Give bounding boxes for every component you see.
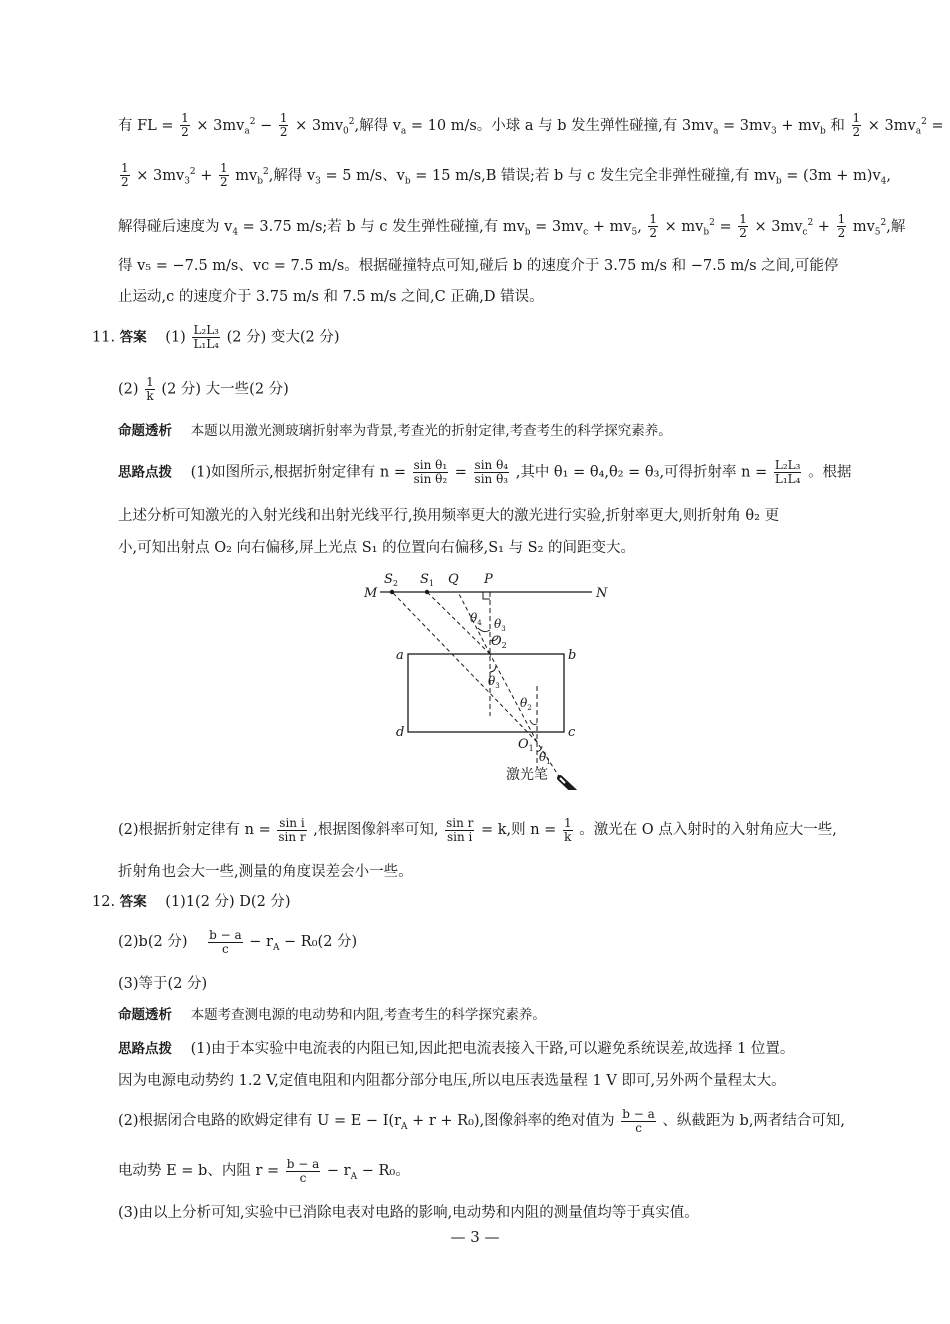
q10-line-5: 止运动,c 的速度介于 3.75 m/s 和 7.5 m/s 之间,C 正确,D 错误。 <box>118 289 544 305</box>
label-theta4: $\theta_4$ <box>470 611 482 627</box>
label-d: d <box>396 725 405 740</box>
label-theta1: $\theta_1$ <box>539 750 551 766</box>
angle-arc <box>530 720 537 725</box>
fraction: $\frac{b - a}{c}$ <box>622 1106 655 1135</box>
label-s2: $S_2$ <box>384 572 398 588</box>
q11-hint-line-1: 思路点拨 (1)如图所示,根据折射定律有 n = $\frac{\text{sin θ₁}}{\text{sin θ₂}}$ = $\frac{\text{sin θ₄}}{\text{sin θ₃}}$ ,其中 θ₁ = θ₄,θ₂ = θ₃,可得折射率 n = $\frac{\text{L₂L₃}}{\text{L₁L₄}}$ 。根据 <box>118 458 852 486</box>
hint-label: 思路点拨 <box>118 464 172 481</box>
page-number: — 3 — <box>450 1228 500 1246</box>
fraction: $\frac{b - a}{c}$ <box>209 927 242 956</box>
q10-line-1: 有 FL = $\frac{1}{2}$ × $3mv_a^2$ − $\frac{1}{2}$ × $3mv_0^2$,解得 $v_a = 10$ m/s。小球 a 与 b 发生弹性碰撞,有 $3mv_a = 3mv_3 + mv_b$ 和 $\frac{1}{2}$ × $3mv_a^2$ = <box>118 111 944 140</box>
label-laser-pen: 激光笔 <box>506 767 548 783</box>
q12-answer-3: (3)等于(2 分) <box>118 976 208 992</box>
label-theta3-top: $\theta_3$ <box>494 617 506 633</box>
intent-text: 本题以用激光测玻璃折射率为背景,考查光的折射定律,考查考生的科学探究素养。 <box>190 423 672 439</box>
fraction: $\frac{1}{k}$ <box>563 815 572 844</box>
q11-intent <box>118 418 858 444</box>
fraction: $\frac{\text{L₂L₃}}{\text{L₁L₄}}$ <box>193 323 219 351</box>
fraction: $\frac{\text{sin θ₁}}{\text{sin θ₂}}$ <box>413 458 448 486</box>
label-o2: $O_2$ <box>491 634 507 650</box>
label-a: a <box>396 648 404 663</box>
fraction: $\frac{1}{2}$ <box>739 212 747 241</box>
fraction: $\frac{\text{sin i}}{\text{sin r}}$ <box>278 815 306 844</box>
question-number: 11. <box>92 329 116 346</box>
q11-answer-2: (2) $\frac{1}{k}$ (2 分) 大一些(2 分) <box>118 375 289 403</box>
intent-label: 命题透析 <box>118 423 172 439</box>
q11-answer: 11. 答案 (1) $\frac{\text{L₂L₃}}{\text{L₁L₄}}$ (2 分) 变大(2 分) <box>92 323 340 351</box>
fraction: $\frac{\text{sin θ₄}}{\text{sin θ₃}}$ <box>474 458 509 486</box>
q12-answer-2: (2)b(2 分) $\frac{b - a}{c}$ − $r_A - R_0(2$ 分) <box>118 927 358 956</box>
intent-label: 命题透析 <box>118 1007 172 1023</box>
q12-hint-line-4: 电动势 E = b、内阻 r = $\frac{b - a}{c}$ − $r_A - R_0$。 <box>118 1156 410 1185</box>
label-q: Q <box>448 572 459 587</box>
q12-hint-line-3: (2)根据闭合电路的欧姆定律有 $U = E - I(r_A + r + R_0)$,图像斜率的绝对值为 $\frac{b - a}{c}$ 、纵截距为 b,两者结合可知, <box>118 1106 846 1135</box>
q12-intent <box>118 1002 858 1028</box>
label-o1: $O_1$ <box>518 737 534 753</box>
laser-pen-icon <box>560 778 577 790</box>
answer-label: 答案 <box>119 329 147 346</box>
question-number: 12. <box>92 894 116 910</box>
q12-hint-line-1: 思路点拨 (1)由于本实验中电流表的内阻已知,因此把电流表接入干路,可以避免系统误差,故选择 1 位置。 <box>118 1041 795 1057</box>
fraction: $\frac{b - a}{c}$ <box>286 1156 320 1185</box>
fraction: $\frac{1}{2}$ <box>852 111 861 140</box>
q10-line-4: 得 v₅ = −7.5 m/s、vc = 7.5 m/s。根据碰撞特点可知,碰后 b 的速度介于 3.75 m/s 和 −7.5 m/s 之间,可能停 <box>118 258 839 274</box>
label-n: N <box>596 586 608 601</box>
angle-arc <box>478 628 490 632</box>
right-angle-mark <box>483 592 490 599</box>
fraction: $\frac{1}{2}$ <box>220 161 228 190</box>
q12-answer: 12. 答案 (1)1(2 分) D(2 分) <box>92 894 291 910</box>
q11-part2-line-1: (2)根据折射定律有 n = $\frac{\text{sin i}}{\text{sin r}}$ ,根据图像斜率可知, $\frac{\text{sin r}}{\text{sin i}}$ = k,则 n = $\frac{1}{k}$ 。激光在 O 点入射时的入射角应大一些, <box>118 815 837 844</box>
fraction: $\frac{1}{2}$ <box>279 111 288 140</box>
fraction: $\frac{1}{2}$ <box>649 212 658 241</box>
q12-hint-line-5: (3)由以上分析可知,实验中已消除电表对电路的影响,电动势和内阻的测量值均等于真实值。 <box>118 1205 699 1221</box>
label-theta2: $\theta_2$ <box>520 696 532 712</box>
label-p: P <box>484 572 493 587</box>
point-s2 <box>390 590 394 594</box>
point-s1 <box>425 590 429 594</box>
q11-part2-line-2: 折射角也会大一些,测量的角度误差会小一些。 <box>118 864 413 880</box>
label-theta3-bottom: $\theta_3$ <box>488 674 500 690</box>
fraction: $\frac{1}{k}$ <box>146 375 154 403</box>
refracted-ray-in-glass <box>490 654 537 742</box>
q11-hint-line-2: 上述分析可知激光的入射光线和出射光线平行,换用频率更大的激光进行实验,折射率更大,则折射角 θ₂ 更 <box>118 508 780 524</box>
angle-arc <box>490 666 496 672</box>
label-m: M <box>364 586 378 601</box>
q12-hint-line-2: 因为电源电动势约 1.2 V,定值电阻和内阻都分部分电压,所以电压表选量程 1 V 即可,另外两个量程太大。 <box>118 1073 786 1089</box>
fraction: $\frac{\text{L₂L₃}}{\text{L₁L₄}}$ <box>774 458 801 486</box>
glass-block <box>408 654 564 732</box>
q10-line-3: 解得碰后速度为 $v_4 = 3.75$ m/s;若 b 与 c 发生弹性碰撞,有 $mv_b = 3mv_c + mv_5$, $\frac{1}{2}$ × $mv_b^2$ = $\frac{1}{2}$ × $3mv_c^2$ + $\frac{1}{2}$ $mv_5^2$,解 <box>118 212 906 241</box>
fraction: $\frac{1}{2}$ <box>837 212 846 241</box>
label-b: b <box>568 648 577 663</box>
extended-incident-ray <box>392 592 537 742</box>
label-s1: $S_1$ <box>420 572 434 588</box>
q11-hint-line-3: 小,可知出射点 O₂ 向右偏移,屏上光点 S₁ 的位置向右偏移,S₁ 与 S₂ 的间距变大。 <box>118 540 636 556</box>
intent-text: 本题考查测电源的电动势和内阻,考查考生的科学探究素养。 <box>190 1007 546 1023</box>
refraction-diagram <box>360 568 620 790</box>
fraction: $\frac{\text{sin r}}{\text{sin i}}$ <box>446 815 474 844</box>
label-c: c <box>568 725 576 740</box>
answer-label: 答案 <box>119 894 147 910</box>
hint-label: 思路点拨 <box>118 1041 172 1057</box>
fraction: $\frac{1}{2}$ <box>181 111 189 140</box>
q10-line-2: $\frac{1}{2}$ × $3mv_3^2$ + $\frac{1}{2}$ $mv_b^2$,解得 $v_3 = 5$ m/s、$v_b = 15$ m/s,B 错误;若 b 与 c 发生完全非弹性碰撞,有 $mv_b = (3m + m)v_4$, <box>121 161 891 190</box>
fraction: $\frac{1}{2}$ <box>121 161 129 190</box>
